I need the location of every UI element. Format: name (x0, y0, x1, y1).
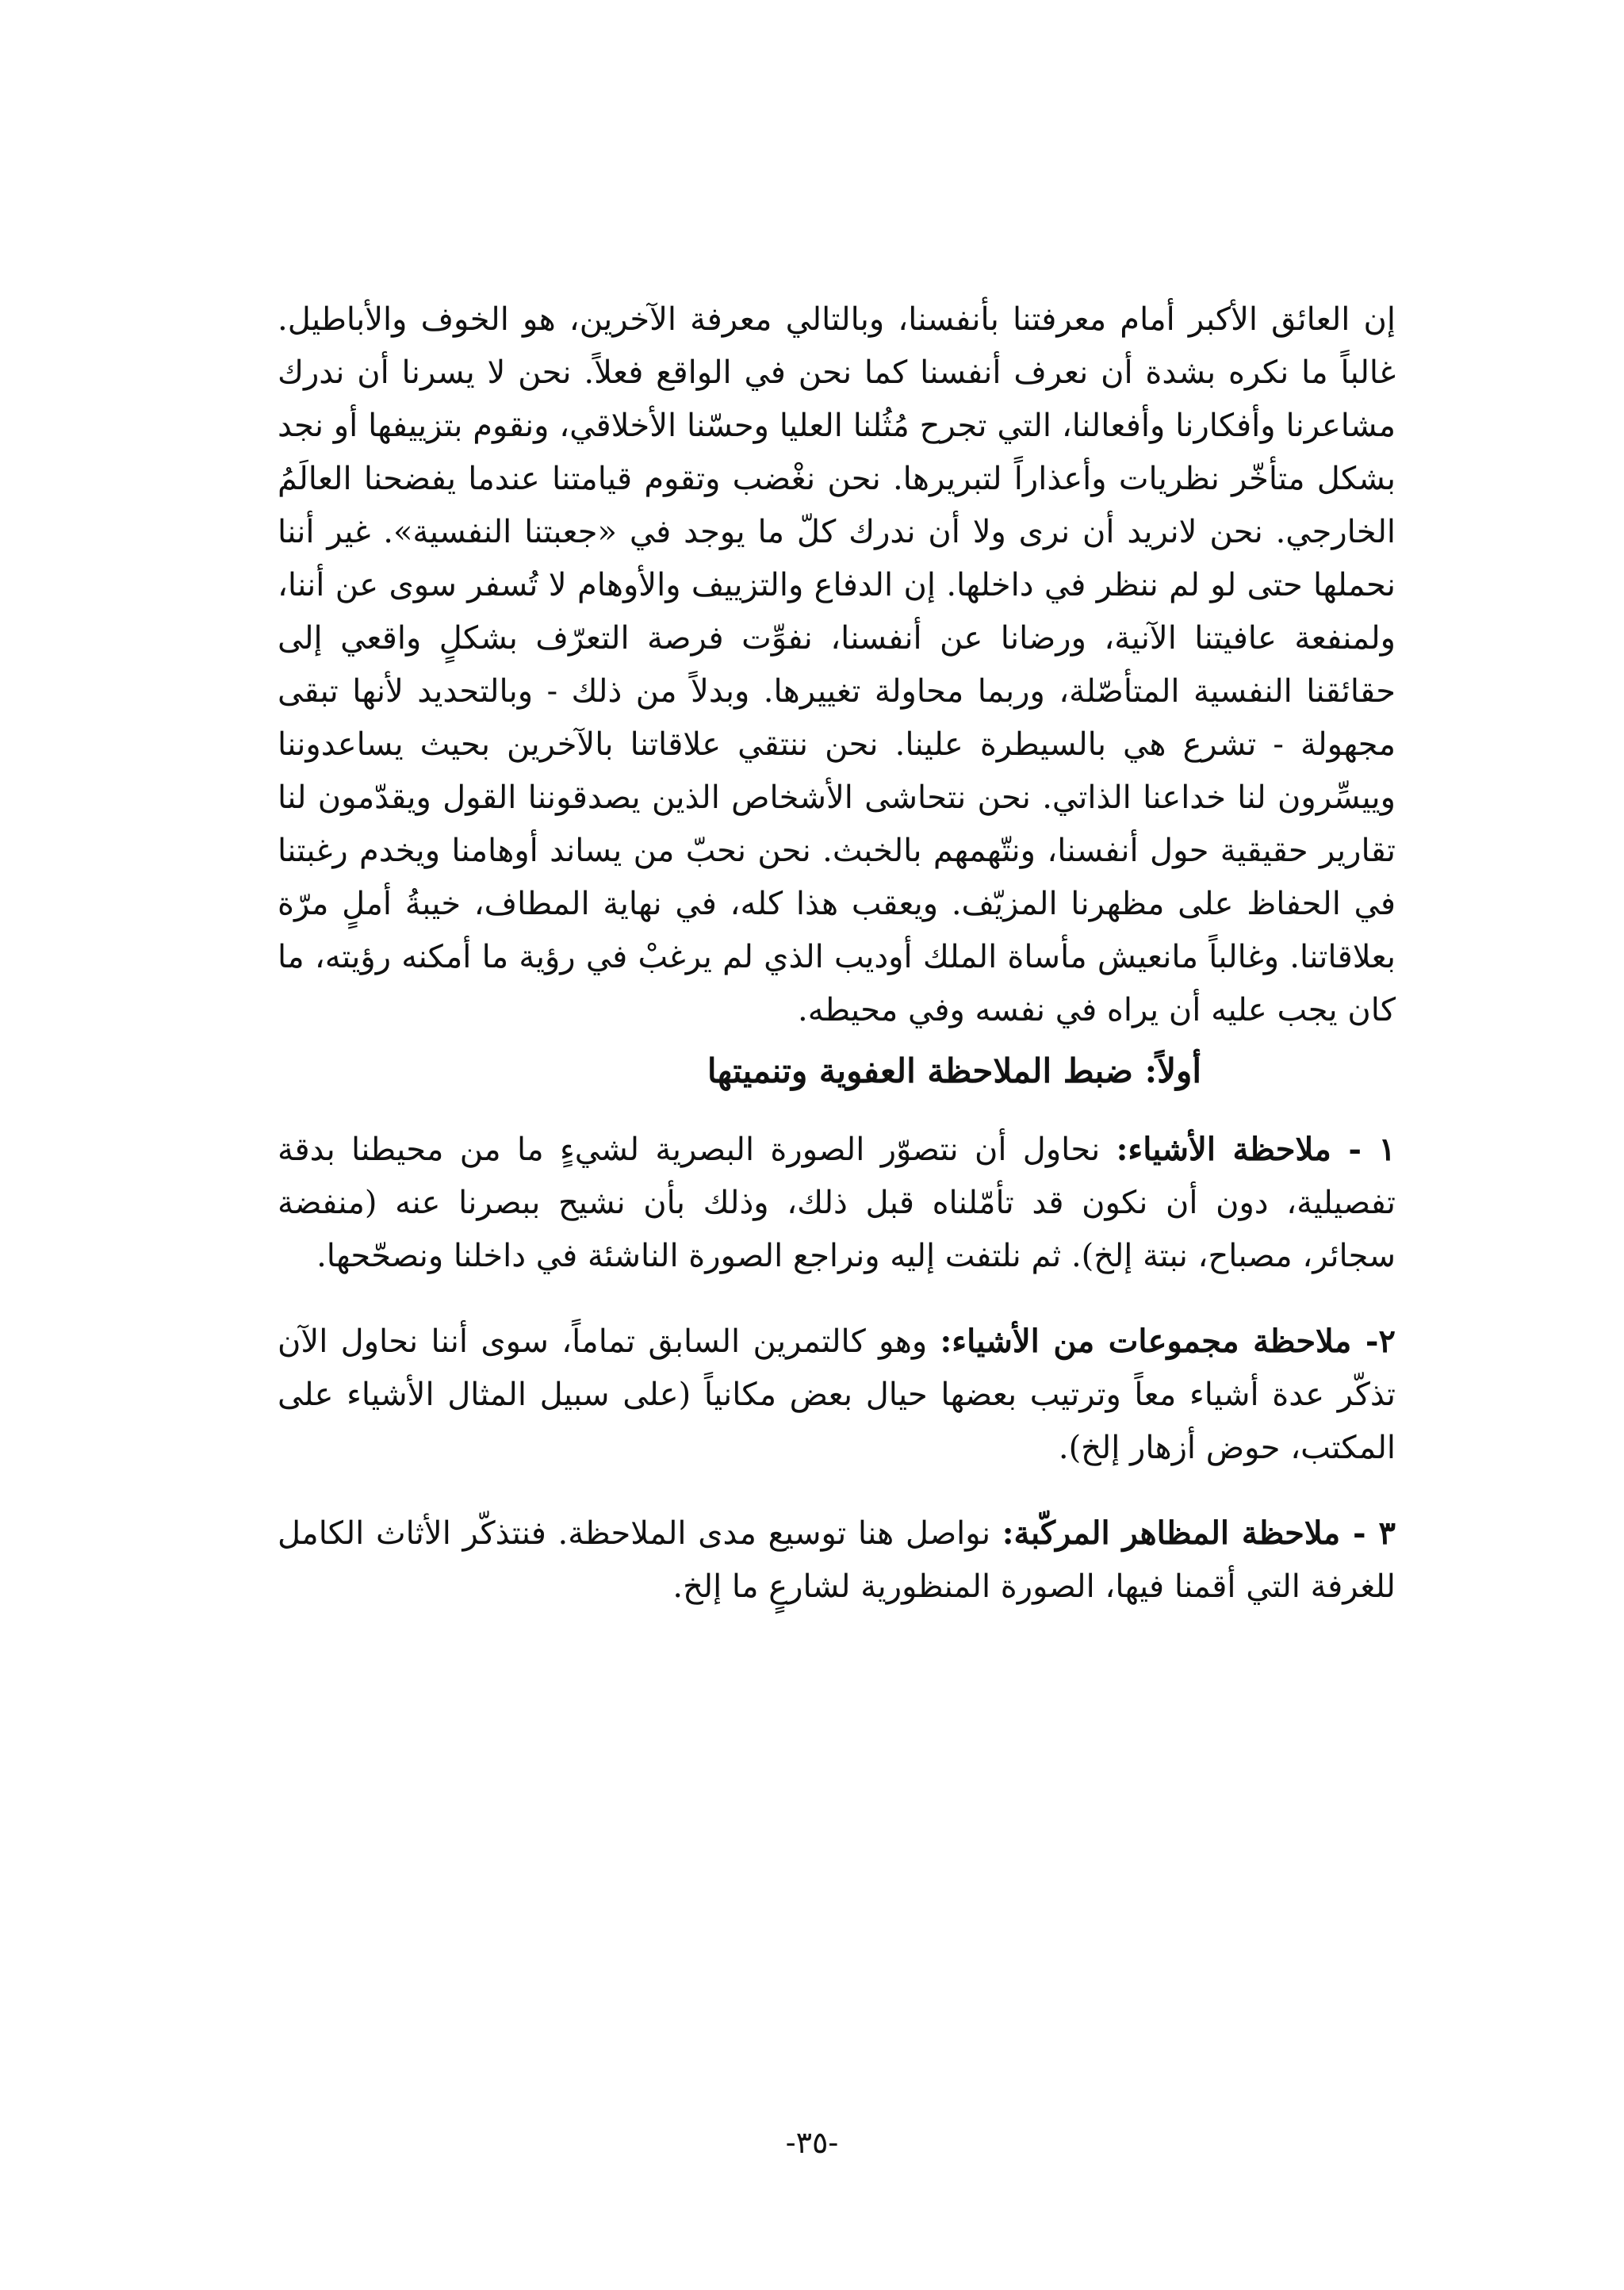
exercise-item-2 (278, 1315, 1396, 1475)
exercise-item-text: نحاول أن نتصوّر الصورة البصرية لشيءٍ ما من محيطنا بدقة تفصيلية، دون أن نكون قد تأمّلناه قبل ذلك، وذلك بأن نشيح ببصرنا عنه (منفضة سجائر، مصباح، نبتة إلخ). ثم نلتفت إليه ونراجع الصورة الناشئة في داخلنا ونصحّحها. (278, 1132, 1396, 1274)
section-heading: أولاً: ضبط الملاحظة العفوية وتنميتها (707, 1051, 1201, 1090)
exercise-item-text: نواصل هنا توسيع مدى الملاحظة. فنتذكّر الأثاث الكامل للغرفة التي أقمنا فيها، الصورة المنظورية لشارعٍ ما إلخ. (278, 1515, 1396, 1605)
page-number: -٣٥- (785, 2125, 839, 2160)
page-body (278, 293, 1396, 1645)
exercise-item-title: ١ - ملاحظة الأشياء: (1116, 1131, 1396, 1168)
intro-paragraph: إن العائق الأكبر أمام معرفتنا بأنفسنا، وبالتالي معرفة الآخرين، هو الخوف والأباطيل. غالباً ما نكره بشدة أن نعرف أنفسنا كما نحن في الواقع فعلاً. نحن لا يسرنا أن ندرك مشاعرنا وأفكارنا وأفعالنا، التي تجرح مُثُلنا العليا وحسّنا الأخلاقي، ونقوم بتزييفها أو نجد بشكل متأخّر نظريات وأعذاراً لتبريرها. نحن نغْضب وتقوم قيامتنا عندما يفضحنا العالَمُ الخارجي. نحن لانريد أن نرى ولا أن ندرك كلّ ما يوجد في «جعبتنا النفسية». غير أننا نحملها حتى لو لم ننظر في داخلها. إن الدفاع والتزييف والأوهام لا تُسفر سوى عن أننا، ولمنفعة عافيتنا الآنية، ورضانا عن أنفسنا، نفوِّت فرصة التعرّف بشكلٍ واقعي إلى حقائقنا النفسية المتأصّلة، وربما محاولة تغييرها. وبدلاً من ذلك - وبالتحديد لأنها تبقى مجهولة - تشرع هي بالسيطرة علينا. نحن ننتقي علاقاتنا بالآخرين بحيث يساعدوننا وييسِّرون لنا خداعنا الذاتي. نحن نتحاشى الأشخاص الذين يصدقوننا القول ويقدّمون لنا تقارير حقيقية حول أنفسنا، ونتّهمهم بالخبث. نحن نحبّ من يساند أوهامنا ويخدم رغبتنا في الحفاظ على مظهرنا المزيّف. ويعقب هذا كله، في نهاية المطاف، خيبةُ أملٍ مرّة بعلاقاتنا. وغالباً مانعيش مأساة الملك أوديب الذي لم يرغبْ في رؤية ما أمكنه رؤيته، ما كان يجب عليه أن يراه في نفسه وفي محيطه. (278, 301, 1396, 1028)
exercise-item-1 (278, 1123, 1396, 1283)
exercise-item-title: ٢- ملاحظة مجموعات من الأشياء: (940, 1323, 1396, 1360)
exercise-item-title: ٣ - ملاحظة المظاهر المركّبة: (1002, 1515, 1396, 1552)
exercise-item-3 (278, 1507, 1396, 1614)
exercise-item-text: وهو كالتمرين السابق تماماً، سوى أننا نحاول الآن تذكّر عدة أشياء معاً وترتيب بعضها حيال بعض مكانياً (على سبيل المثال الأشياء على المكتب، حوض أزهار إلخ). (278, 1323, 1396, 1466)
